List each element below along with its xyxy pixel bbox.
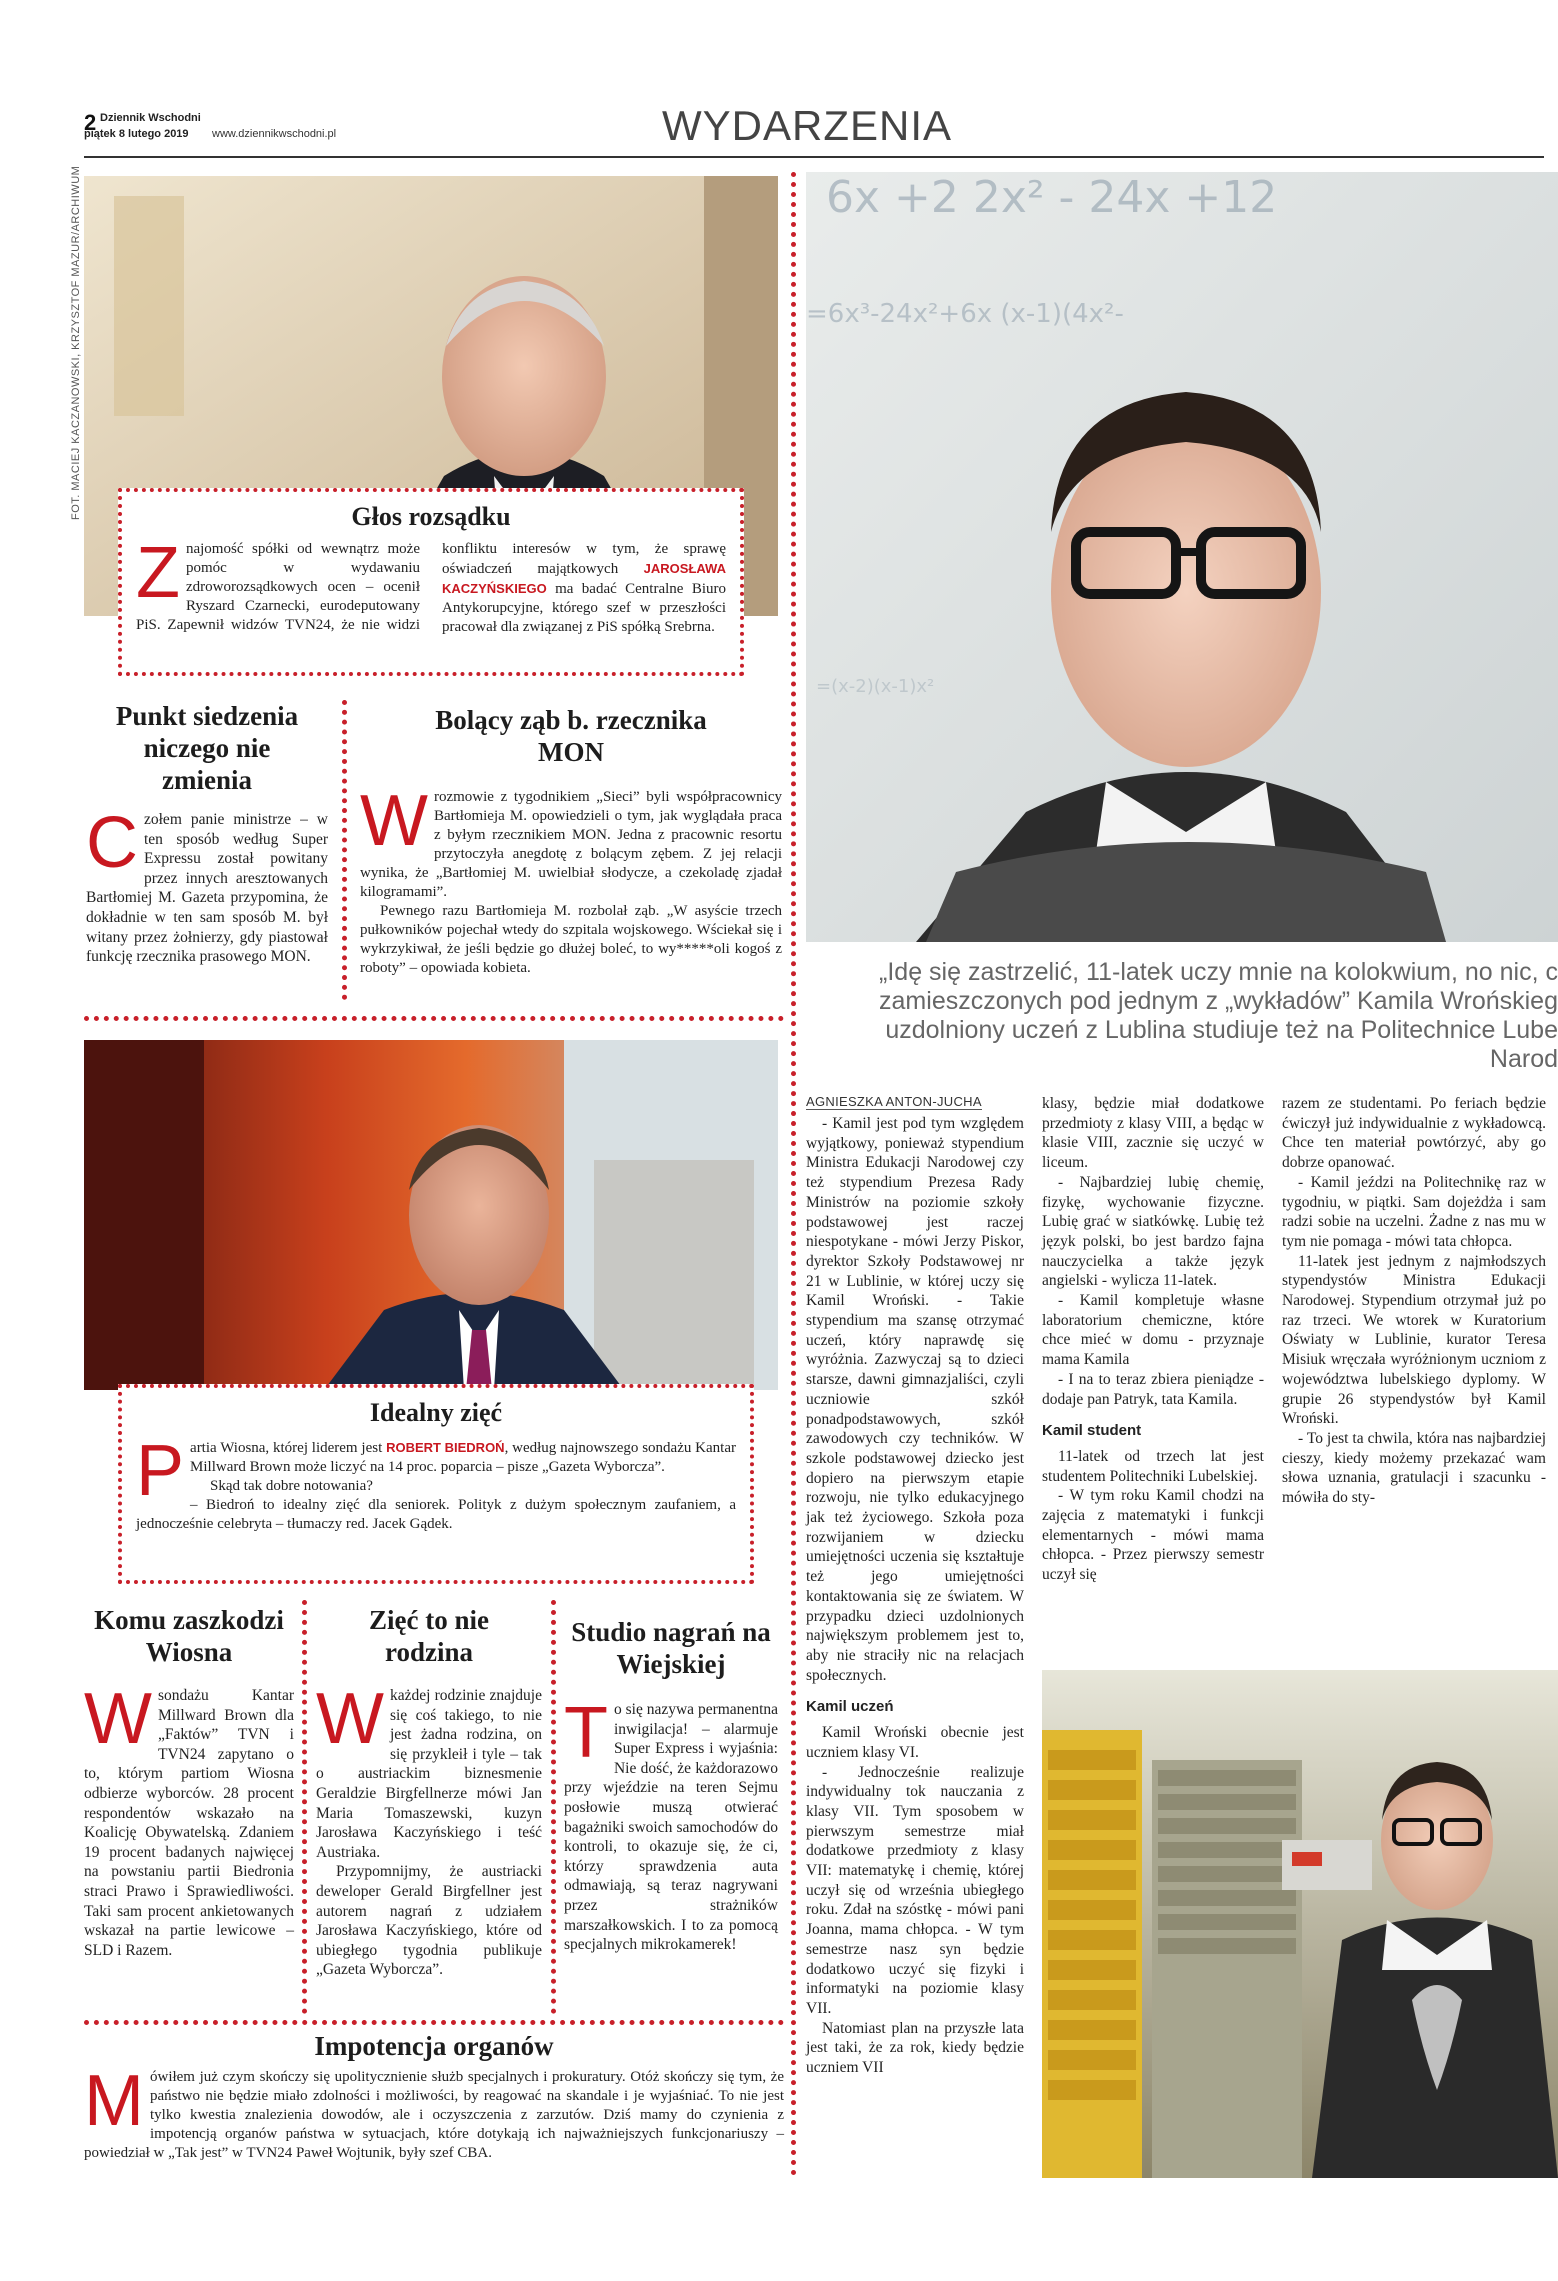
drop-cap: W	[84, 1679, 152, 1759]
highlighted-name: ROBERT BIEDROŃ	[386, 1440, 505, 1455]
caption-line: uzdolniony uczeń z Lublina studiuje też na Politechnice Lube	[885, 1016, 1558, 1044]
article-paragraph: - Kamil jeździ na Politechnikę raz w tygodniu, w piątki. Sam dojeżdża i sam radzi sobie na uczelni. Żadne z nas mu w tym nie pomaga - mówi tata chłopca.	[1282, 1173, 1546, 1250]
drop-cap: W	[360, 781, 428, 861]
column-divider	[302, 1600, 307, 2014]
svg-text:6x +2 2x² - 24x +12: 6x +2 2x² - 24x +12	[826, 172, 1278, 223]
article-paragraph: - Kamil kompletuje własne laboratorium chemiczne, które chce mieć w domu - przyznaje mama Kamila	[1042, 1292, 1264, 1369]
column-divider	[342, 700, 347, 1000]
article-paragraph: 11-latek od trzech lat jest studentem Politechniki Lubelskiej.	[1042, 1447, 1264, 1485]
feature-column	[1282, 1094, 1558, 1508]
article-paragraph: klasy, będzie miał dodatkowe przedmioty z klasy VIII, a będąc w klasie VIII, zacznie się uczyć w liceum.	[1042, 1095, 1264, 1172]
article-title: Bolący ząb b. rzecznika MON	[435, 705, 707, 767]
article-paragraph: - I na to teraz zbiera pieniądze - dodaje pan Patryk, tata Kamila.	[1042, 1370, 1264, 1408]
article-punkt-siedzenia	[86, 700, 328, 967]
article-paragraph: - W tym roku Kamil chodzi na zajęcia z matematyki i funkcji elementarnych - mówi mama chłopca. - Przez pierwszy semestr uczył się	[1042, 1487, 1264, 1584]
article-body	[316, 1679, 542, 1980]
portrait-illustration	[806, 172, 1558, 942]
page-number: 2	[84, 110, 97, 135]
article-text: , według najnowszego sondażu Kantar Millward Brown może liczyć na 14 proc. poparcia – pisze „Gazeta Wyborcza”.	[190, 1440, 736, 1475]
article-paragraph: Natomiast plan na przyszłe lata jest taki, że za rok, kiedy będzie uczniem VII	[806, 2019, 1024, 2077]
article-author: AGNIESZKA ANTON-JUCHA	[806, 1094, 982, 1109]
article-title: Komu zaszkodzi Wiosna	[94, 1605, 284, 1667]
article-text: Przypomnijmy, że austriacki deweloper Gerald Birgfellner jest autorem nagrań z udziałem Jarosława Kaczyńskiego, które od ubiegłego tygodnia publikuje „Gazeta Wyborcza”.	[316, 1863, 542, 1979]
row-divider	[84, 1016, 784, 1021]
section-title: WYDARZENIA	[662, 102, 953, 149]
article-text: każdej rodzinie znajduje się coś takiego, to nie jest żadna rodzina, on się przykleił i tyle – tak o austriackim biznesmenie Geraldzie Birgfellnerze mówi Jan Maria Tomaszewski, kuzyn Jarosława Kaczyńskiego i teść Austriaka.	[316, 1687, 542, 1861]
article-paragraph: razem ze studentami. Po feriach będzie ćwiczył już indywidualnie z wykładowcą. Chce ten materiał powtórzyć, aby go dobrze opanować.	[1282, 1095, 1546, 1172]
feature-column	[1042, 1094, 1264, 1585]
article-paragraph: Kamil Wroński obecnie jest uczniem klasy VI.	[806, 1724, 1024, 1761]
article-title: Impotencja organów	[314, 2031, 554, 2061]
article-text: ówiłem już czym skończy się upolitycznienie służb specjalnych i prokuratury. Otóż skończy się tym, że państwo nie będzie miało zdolności i możliwości, by reagować na skandale i je wyjaśniać. To nie jest tylko kwestia znalezienia dowodów, ale i oczyszczenia z zarzutów. Dziś mamy do czynienia z impotencją organów państwa w sytuacjach, które dotykają ich najważniejszych funkcjonariuszy – powiedział w „Tak jest” w TVN24 Paweł Wojtunik, były szef CBA.	[84, 2069, 784, 2161]
header-rule	[84, 156, 1544, 158]
svg-text:=6x³-24x²+6x (x-1)(4x²-: =6x³-24x²+6x (x-1)(4x²-	[806, 299, 1124, 329]
article-impotencja-organow	[84, 2030, 784, 2163]
article-ziec-to-nie-rodzina	[316, 1604, 542, 1980]
article-body	[84, 2061, 784, 2163]
article-box	[118, 1384, 754, 1584]
article-paragraph: - Najbardziej lubię chemię, fizykę, wychowanie fizyczne. Lubię grać w siatkówkę. Lubię też język polski, bo jest bardzo fajna nauczycielka a także język angielski - wylicza 11-latek.	[1042, 1173, 1264, 1290]
article-text: Pewnego razu Bartłomieja M. rozbolał ząb. „W asyście trzech pułkowników pojechał wtedy do szpitala wojskowego. Wściekał się i wykrzykiwał, że jeśli będzie go dłużej boleć, to wy*****oli kogoś z roboty” – opowiada kobieta.	[360, 903, 782, 976]
article-studio-nagran	[564, 1616, 778, 1955]
article-body	[84, 1679, 294, 1960]
caption-line: Narod	[1489, 1045, 1558, 1073]
article-text: – Biedroń to idealny zięć dla seniorek. Polityk z dużym społecznym zaufaniem, a jednocześnie celebryta – tłumaczy red. Jacek Gądek.	[136, 1497, 736, 1532]
article-body	[86, 803, 328, 967]
article-title: Zięć to nie rodzina	[369, 1605, 489, 1667]
row-divider	[84, 2020, 784, 2025]
article-paragraph: 11-latek jest jednym z najmłodszych stypendystów Ministra Edukacji Narodowej. Stypendium otrzymał już po raz trzeci. We wtorek w Kuratorium Oświaty w Lublinie, kurator Teresa Misiuk wręczała wyróżnionym uczniom z województwa lubelskiego dyplomy. W grupie 26 stypendystów był Kamil Wroński.	[1282, 1252, 1546, 1428]
caption-line: zamieszczonych pod jednym z „wykładów” Kamila Wrońskieg	[879, 987, 1558, 1015]
photo-caption	[806, 958, 1558, 1074]
drop-cap: W	[316, 1679, 384, 1759]
portrait-illustration	[84, 1040, 778, 1390]
subheading: Kamil uczeń	[806, 1698, 894, 1716]
issue-date: piątek 8 lutego 2019	[84, 128, 189, 140]
student-portrait-photo	[806, 172, 1558, 942]
article-title: Głos rozsądku	[351, 502, 511, 531]
article-text: ma badać Centralne Biuro Antykorupcyjne, którego szef w przeszłości pracował dla związanej z PiS spółką Srebrna.	[442, 581, 726, 635]
article-bolacy-zab	[360, 704, 782, 978]
article-text: zołem panie ministrze – w ten sposób według Super Expressu został powitany przez innych aresztowanych Bartłomiej M. Gazeta przypomina, że dokładnie w ten sam sposób M. był witany przez żołnierzy, gdy piastował funkcję rzecznika prasowego MON.	[86, 811, 328, 966]
lab-illustration	[1042, 1670, 1558, 2178]
photo-credit: FOT. MACIEJ KACZANOWSKI, KRZYSZTOF MAZUR/ARCHIWUM	[70, 165, 82, 520]
article-body	[136, 1431, 736, 1534]
article-body	[360, 781, 782, 978]
politician-photo	[84, 1040, 778, 1390]
article-box	[118, 488, 744, 676]
article-title: Idealny zięć	[369, 1398, 503, 1427]
highlighted-name: JAROSŁAWA KACZYŃSKIEGO	[442, 561, 726, 596]
drop-cap: T	[564, 1693, 608, 1773]
article-text: najomość spółki od wewnątrz może pomóc w wydawaniu zdroworozsądkowych ocen – ocenił Ryszard Czarnecki, eurodeputowany PiS. Zapewnił widzów TVN24, że nie widzi konfliktu interesów w tym, że sprawę oświadczeń majątkowych	[136, 541, 726, 633]
article-title: Studio nagrań na Wiejskiej	[571, 1617, 771, 1679]
article-title: Punkt siedzenia niczego nie zmienia	[115, 701, 299, 795]
drop-cap: Z	[136, 533, 180, 613]
article-text: Skąd tak dobre notowania?	[210, 1478, 373, 1494]
student-lab-photo	[1042, 1670, 1558, 2178]
article-text: o się nazywa permanentna inwigilacja! – alarmuje Super Express i wyjaśnia: Nie dość, że każdorazowo przy wjeździe na teren Sejmu posłowie muszą otwierać bagażniki swoich samochodów do kontroli, to okazuje się, że ci, którzy sprawdzenia auta odmawiają, są teraz nagrywani przez strażników marszałkowskich. I to za pomocą specjalnych mikrokamerek!	[564, 1701, 778, 1954]
column-divider	[551, 1600, 556, 2014]
caption-line: „Idę się zastrzelić, 11-latek uczy mnie na kolokwium, no nic, c	[879, 958, 1558, 986]
drop-cap: M	[84, 2061, 144, 2141]
article-paragraph: - To jest ta chwila, która nas najbardziej cieszy, kiedy możemy przekazać wam słowa uznania, gratulacji i szacunku - mówiła do sty-	[1282, 1429, 1546, 1507]
page-header	[84, 102, 1544, 158]
column-divider	[791, 172, 796, 2177]
article-text: sondażu Kantar Millward Brown dla „Faktów” TVN i TVN24 zapytano o to, którym partiom Wiosna odbierze wyborców. 28 procent respondentów wskazało na Koalicję Obywatelską. Zdaniem 19 procent badanych najwięcej na powstaniu partii Biedronia straci Prawo i Sprawiedliwości. Taki sam procent ankietowanych wskazał na partie lewicowe – SLD i Razem.	[84, 1687, 294, 1959]
drop-cap: P	[136, 1431, 185, 1511]
article-komu-zaszkodzi	[84, 1604, 294, 1960]
article-body	[564, 1693, 778, 1955]
article-text: rozmowie z tygodnikiem „Sieci” byli współpracownicy Bartłomieja M. opowiedzieli o tym, jak wyglądała praca z byłym rzecznikiem MON. Jedna z pracownic resortu przytoczyła anegdotę z bolącym zębem. Z jej relacji wynika, że „Bartłomiej M. uwielbiał słodycze, a czekoladę zjadał kilogramami”.	[360, 789, 782, 900]
article-text: artia Wiosna, której liderem jest	[190, 1440, 387, 1456]
subheading: Kamil student	[1042, 1422, 1142, 1440]
article-paragraph: - Jednocześnie realizuje indywidualny tok nauczania z klasy VII. Tym sposobem w pierwszym semestrze miał dodatkowe przedmioty z klasy VII: matematykę i chemię, której uczył się od września ubiegłego roku. Zdał na szóstkę - mówi pani Joanna, mama chłopca. - W tym semestrze nasz syn będzie dodatkowo uczyć się fizyki i informatyki na poziomie klasy VII.	[806, 1763, 1024, 2017]
feature-column	[806, 1114, 1024, 2078]
paper-name: Dziennik Wschodni	[100, 112, 201, 124]
website-link[interactable]: www.dziennikwschodni.pl	[212, 128, 337, 140]
drop-cap: C	[86, 803, 138, 883]
svg-text:=(x-2)(x-1)x²: =(x-2)(x-1)x²	[816, 676, 935, 697]
article-body	[136, 533, 726, 637]
article-paragraph: - Kamil jest pod tym względem wyjątkowy, ponieważ stypendium Ministra Edukacji Narodowej czy też stypendium Prezesa Rady Ministrów na poziomie szkoły podstawowej jest raczej niespotykane - mówi Jerzy Piskor, dyrektor Szkoły Podstawowej nr 21 w Lublinie, w której uczy się Kamil Wroński. - Takie stypendium ma szansę otrzymać uczeń, który naprawdę się wyróżnia. Zazwyczaj są to dzieci starsze, dawni gimnazjaliści, czyli uczniowie szkół ponadpodstawowych, szkół zawodowych czy techników. W szkole podstawowej dziecko jest dopiero na pierwszym etapie rozwoju, nie tylko edukacyjnego jak też życiowego. Szkoła poza rozwijaniem w dziecku umiejętności uczenia się kształtuje też jego umiejętności kontaktowania się ze światem. W przypadku dzieci uzdolnionych największym problemem jest to, aby nie straciły nic na relacjach społecznych.	[806, 1115, 1024, 1684]
